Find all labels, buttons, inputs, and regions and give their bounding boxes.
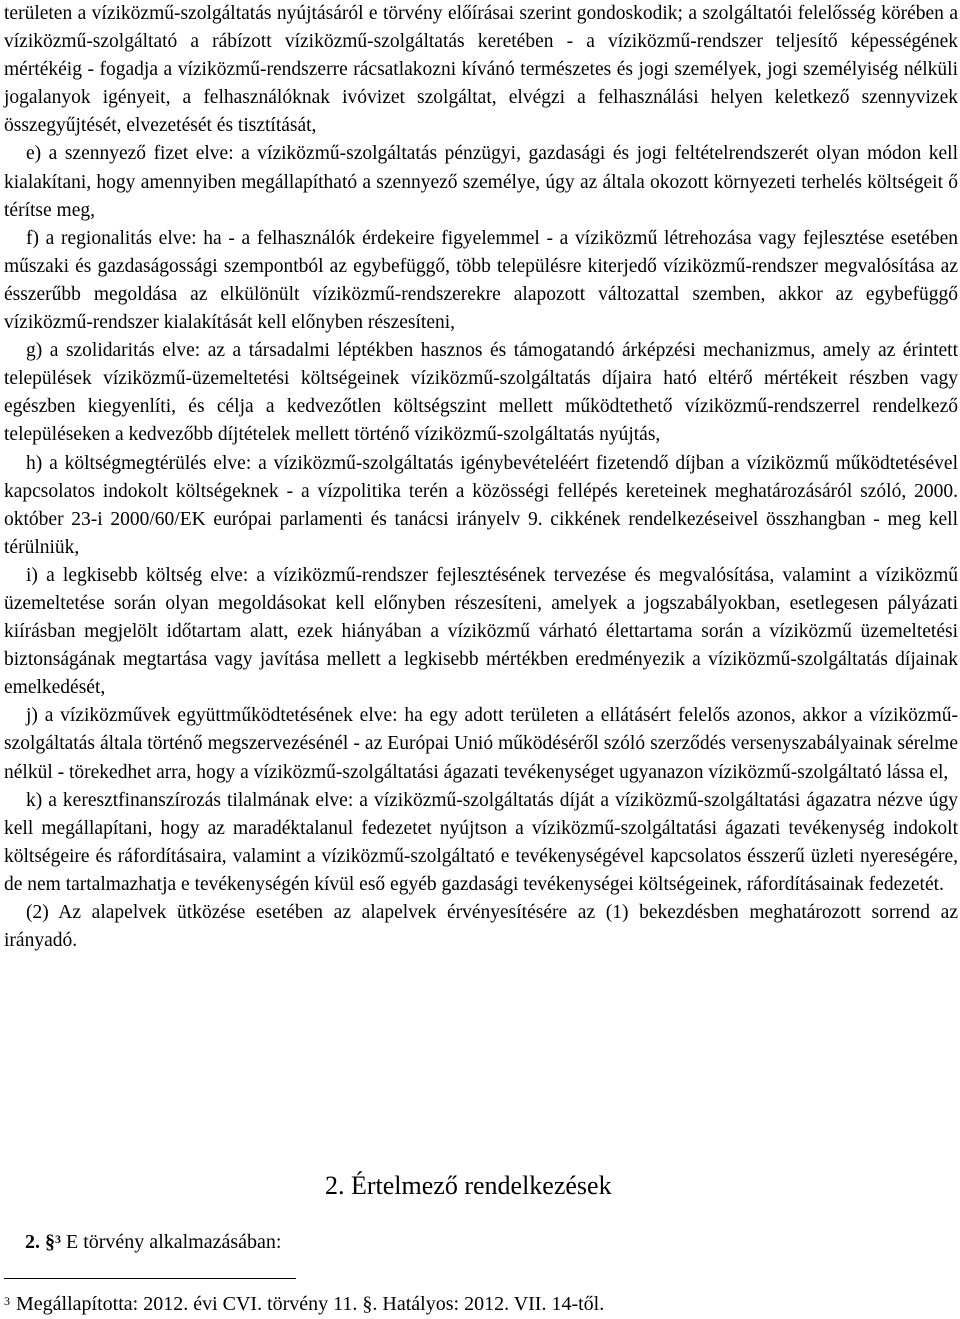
paragraph-principle-i: i) a legkisebb költség elve: a víziközmű-rendszer fejlesztésének tervezése és megvalósítása, valamint a víziközmű üzemeltetése során olyan megoldásokat kell előnyben részesíteni, amelyek a jogszabályokban, esetlegesen pályázati kiírásban megjelölt időtartam alatt, ezek hiányában a víziközmű várható élettartama során a víziközmű üzemeltetési biztonságának megtartása vagy javítása mellett a legkisebb mértékben eredményezik a víziközmű-szolgáltatás díjainak emelkedését,	[4, 564, 958, 699]
paragraph-principle-k: k) a keresztfinanszírozás tilalmának elve: a víziközmű-szolgáltatás díját a víziközmű-szolgáltatási ágazatra nézve úgy kell megállapítani, hogy az maradéktalanul fedezetet nyújtson a víziközmű-szolgáltatási ágazati tevékenység indokolt költségeire és ráfordításaira, valamint a víziközmű-szolgáltató e tevékenységével kapcsolatos ésszerű üzleti nyereségére, de nem tartalmazhatja e tevékenységén kívül eső egyéb gazdasági tevékenységei költségeinek, ráfordításainak fedezetét.	[4, 789, 958, 895]
section-intro	[25, 1228, 281, 1256]
footnote	[4, 1290, 604, 1318]
paragraph-principle-f: f) a regionalitás elve: ha - a felhasználók érdekeire figyelemmel - a víziközmű létrehozása vagy fejlesztése esetében műszaki és gazdaságossági szempontból az egybefüggő, több településre kiterjedő víziközmű-rendszer megvalósítása az ésszerűbb megoldása az elkülönült víziközmű-rendszerekre alapozott változattal szemben, akkor az egybefüggő víziközmű-rendszer kialakítását kell előnyben részesíteni,	[4, 227, 958, 334]
paragraph-principle-j: j) a víziközművek együttműködtetésének elve: ha egy adott területen a ellátásért felelős azonos, akkor a víziközmű-szolgáltatás általa történő megszervezésénél - az Európai Unió működéséről szóló szerződés versenyszabályainak sérelme nélkül - törekedhet arra, hogy a víziközmű-szolgáltatási ágazati tevékenységet ugyanazon víziközmű-szolgáltató lássa el,	[4, 705, 958, 783]
paragraph-subsection-2: (2) Az alapelvek ütközése esetében az alapelvek érvényesítésére az (1) bekezdésben meghatározott sorrend az irányadó.	[4, 902, 958, 952]
chapter-heading: 2. Értelmező rendelkezések	[325, 1171, 612, 1200]
document-body	[4, 0, 958, 955]
paragraph-continuation: területen a víziközmű-szolgáltatás nyújtásáról e törvény előírásai szerint gondoskodik; a szolgáltatói felelősség körében a víziközmű-szolgáltató a rábízott víziközmű-szolgáltatás keretében - a víziközmű-rendszer teljesítő képességének mértékéig - fogadja a víziközmű-rendszerre rácsatlakozni kívánó természetes és jogi személyek, jogi személyiség nélküli jogalanyok igényeit, a felhasználóknak ivóvizet szolgáltat, elvégzi a felhasználási helyen keletkező szennyvizek összegyűjtését, elvezetését és tisztítását,	[4, 3, 958, 137]
section-footnote-ref[interactable]: 3	[55, 1232, 61, 1246]
footnote-text: Megállapította: 2012. évi CVI. törvény 11. §. Hatályos: 2012. VII. 14-től.	[16, 1293, 605, 1315]
paragraph-principle-h: h) a költségmegtérülés elve: a víziközmű-szolgáltatás igénybevételéért fizetendő díjban a víziközmű működtetésével kapcsolatos indokolt költségeknek - a vízpolitika terén a közösségi fellépés kereteinek meghatározásáról szóló, 2000. október 23-i 2000/60/EK európai parlamenti és tanácsi irányelv 9. cikkének rendelkezéseivel összhangban - meg kell térülniük,	[4, 452, 958, 558]
footnote-marker: 3	[4, 1294, 10, 1308]
section-text: E törvény alkalmazásában:	[66, 1231, 282, 1253]
paragraph-principle-e: e) a szennyező fizet elve: a víziközmű-szolgáltatás pénzügyi, gazdasági és jogi feltételrendszerét olyan módon kell kialakítani, hogy amennyiben megállapítható a szennyező személye, úgy az általa okozott környezeti terhelés költségeit ő térítse meg,	[4, 143, 958, 221]
footnote-divider	[4, 1278, 296, 1279]
section-number: 2. §	[25, 1231, 55, 1253]
paragraph-principle-g: g) a szolidaritás elve: az a társadalmi léptékben hasznos és támogatandó árképzési mechanizmus, amely az érintett települések víziközmű-üzemeltetési költségeinek víziközmű-szolgáltatás díjaira ható eltérő mértékeit részben vagy egészben kiegyenlíti, és célja a kedvezőtlen költségszint mellett működtethető víziközmű-rendszerrel rendelkező településeken a kedvezőbb díjtételek mellett történő víziközmű-szolgáltatás nyújtás,	[4, 340, 958, 446]
